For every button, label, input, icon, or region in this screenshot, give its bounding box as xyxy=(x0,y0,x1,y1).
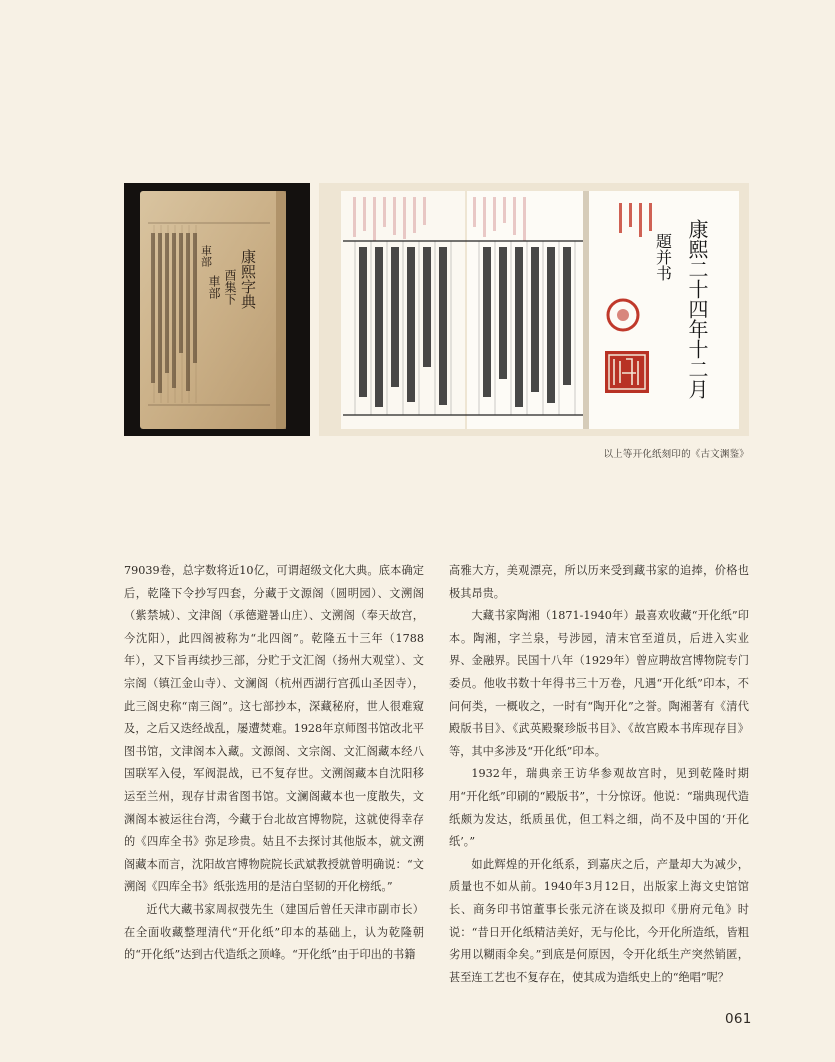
round-seal-core xyxy=(617,309,629,321)
article-right-column xyxy=(449,560,749,989)
article-left-column xyxy=(124,560,424,967)
photo-caption: 以上等开化纸刻印的《古文渊鉴》 xyxy=(603,449,749,460)
inscription-text-2: 題并书 xyxy=(653,233,673,281)
page-number: 061 xyxy=(725,1011,752,1027)
cover-subtitle-text-3: 車部 xyxy=(199,245,213,267)
article-paragraph: 大藏书家陶湘（1871-1940年）最喜欢收藏“开化纸”印本。陶湘，字兰泉，号涉园，清末官至道员，后进入实业界、金融界。民国十八年（1929年）曾应聘故宫博物院专门委员。他收书数十年得书三十万卷，凡遇“开化纸”印本，不问何类，一概收之，一时有“陶开化”之誉。陶湘著有《清代殿版书目》、《武英殿聚珍版书目》、《故宫殿本书库现存目》等，其中多涉及“开化纸”印本。 xyxy=(449,609,749,758)
cover-subtitle-text-1: 酉集下 xyxy=(223,269,237,305)
cover-subtitle-text-2: 車部 xyxy=(207,275,221,299)
article-paragraph: 1932年，瑞典亲王访华参观故宫时，见到乾隆时期用“开化纸”印刷的“殿版书”，十分惊讶。他说：“瑞典现代造纸颇为发达，纸质虽优，但工料之细，尚不及中国的‘开化纸’。” xyxy=(449,767,749,849)
kangxi-dictionary-photo xyxy=(124,183,310,436)
article-paragraph: 如此辉煌的开化纸系，到嘉庆之后，产量却大为减少，质量也不如从前。1940年3月12日，出版家上海文史馆馆长、商务印书馆董事长张元济在谈及拟印《册府元龟》时说：“昔日开化纸精洁美好，无与伦比，今开化所造纸，皆粗劣用以糊雨伞矣。”到底是何原因，令开化纸生产突然销匿，甚至连工艺也不复存在，使其成为造纸史上的“绝唱”呢？ xyxy=(449,857,749,984)
kangxi-dictionary-illustration xyxy=(124,183,310,436)
article-paragraph: 79039卷，总字数将近10亿，可谓超级文化大典。底本确定后，乾隆下令抄写四套，分藏于文源阁（圆明园）、文溯阁（紫禁城）、文津阁（承德避暑山庄）、文溯阁（奉天故宫，今沈阳），此四阁被称为“北四阁”。乾隆五十三年（1788年），又下旨再续抄三部，分贮于文汇阁（扬州大观堂）、文宗阁（镇江金山寺）、文澜阁（杭州西湖行宫孤山圣因寺），此三阁史称“南三阁”。这七部抄本，深藏秘府，世人很难窥及，之后又迭经战乱，屡遭焚难。1928年京师图书馆改北平图书馆，文津阁本入藏。文源阁、文宗阁、文汇阁藏本经八国联军入侵，军阀混战，已不复存世。文溯阁藏本自沈阳移运至兰州，现存甘肃省图书馆。文澜阁藏本也一度散失，文渊阁本被运往台湾，今藏于台北故宫博物院，这就使得幸存的《四库全书》弥足珍贵。姑且不去探讨其他版本，就文溯阁藏本而言，沈阳故宫博物院院长武斌教授就曾明确说：“文溯阁《四库全书》纸张选用的是洁白坚韧的开化榜纸。” xyxy=(124,564,424,894)
guwen-yuanjian-illustration xyxy=(319,183,749,436)
guwen-yuanjian-photo xyxy=(319,183,749,436)
inscription-text: 康熙二十四年十二月 xyxy=(685,219,709,399)
article-paragraph: 高雅大方，美观漂亮，所以历来受到藏书家的追捧，价格也极其昂贵。 xyxy=(449,564,749,600)
cover-title-text: 康熙字典 xyxy=(239,249,257,309)
square-seal-icon xyxy=(605,351,649,393)
article-paragraph: 近代大藏书家周叔弢先生（建国后曾任天津市副市长）在全面收藏整理清代“开化纸”印本的基础上，认为乾隆朝的“开化纸”达到古代造纸之顶峰。“开化纸”由于印出的书籍 xyxy=(124,902,424,962)
